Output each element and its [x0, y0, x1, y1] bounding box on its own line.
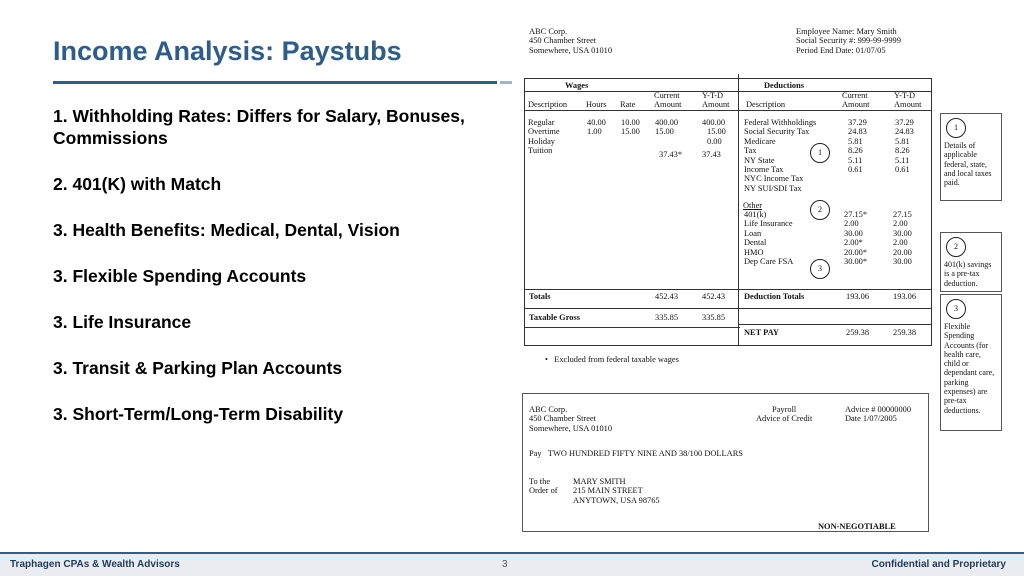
deduction-current: 8.26: [848, 146, 863, 156]
company-city: Somewhere, USA 01010: [529, 45, 613, 55]
wage-desc: Tuition: [528, 146, 553, 156]
company-street: 450 Chamber Street: [529, 36, 596, 46]
totals-bottom-rule: [524, 308, 932, 309]
note-marker-3: 3: [946, 299, 966, 319]
other-desc: Dental: [744, 238, 767, 248]
other-ytd: 2.00: [893, 238, 908, 248]
other-ytd: 2.00: [893, 219, 908, 229]
wage-current: 400.00: [655, 118, 679, 127]
bullet-item: 3. Short-Term/Long-Term Disability: [53, 404, 344, 424]
check-pay-label: Pay: [529, 449, 542, 458]
check-date: Date 1/07/2005: [845, 414, 897, 424]
bullet-item: 1. Withholding Rates: Differs for Salary, Bonuses, Commissions: [53, 106, 465, 148]
deduction-desc: Federal Withholdings: [744, 118, 817, 127]
other-current: 30.00: [844, 228, 863, 238]
other-ytd: 30.00: [893, 228, 912, 238]
wage-ytd: 37.43: [702, 150, 721, 160]
taxable-rule: [524, 327, 740, 328]
deduction-current: 5.81: [848, 136, 863, 146]
totals-label: Totals: [529, 292, 551, 301]
note-marker-2: 2: [946, 237, 966, 257]
deduction-desc: Social Security Tax: [744, 127, 810, 137]
other-current: 27.15*: [844, 210, 868, 219]
check-company-street: 450 Chamber Street: [529, 414, 596, 424]
table-top-rule: [524, 78, 932, 79]
totals-current: 452.43: [655, 292, 679, 301]
col-description: Description: [528, 100, 568, 109]
wage-hours: 1.00: [587, 127, 602, 137]
wage-current: 15.00: [655, 127, 674, 137]
taxable-gross-current: 335.85: [655, 313, 679, 322]
other-desc: Life Insurance: [744, 219, 793, 229]
taxable-gross-label: Taxable Gross: [529, 313, 580, 322]
payee-city: ANYTOWN, USA 98765: [573, 495, 660, 505]
deduction-current: 5.11: [848, 155, 863, 165]
period-end-date: Period End Date: 01/07/05: [796, 45, 886, 55]
wage-desc: Overtime: [528, 127, 560, 137]
company-address: [529, 27, 612, 55]
other-current: 2.00: [844, 219, 859, 229]
check-advice-number: Advice # 00000000: [845, 405, 912, 414]
check-advice: [845, 405, 911, 424]
note-marker-1: 1: [946, 118, 966, 138]
marker-1: 1: [810, 143, 830, 163]
col-current-amount: Amount: [654, 100, 682, 110]
net-pay-current: 259.38: [846, 328, 870, 337]
deductions-header: Deductions: [764, 81, 805, 90]
table-bottom-rule: [524, 345, 932, 346]
ded-col-ytd: [894, 91, 921, 110]
note-text-1: Details of applicable federal, state, and local taxes paid.: [944, 141, 992, 188]
other-current: 2.00*: [844, 238, 863, 248]
note-box-3: [940, 294, 1002, 431]
wage-current: 37.43*: [659, 150, 683, 160]
bullet-item: 3. Transit & Parking Plan Accounts: [53, 358, 343, 378]
netpay-rule: [738, 324, 932, 325]
wages-header: Wages: [565, 81, 589, 90]
net-pay-label: NET PAY: [744, 328, 779, 337]
note-text-2: 401(k) savings is a pre-tax deduction.: [944, 260, 992, 288]
other-label: Other: [743, 201, 763, 210]
other-desc: Dep Care FSA: [744, 257, 794, 266]
table-divider: [738, 74, 739, 346]
deduction-ytd: 37.29: [895, 118, 914, 127]
bullet-item: 3. Health Benefits: Medical, Dental, Vision: [53, 220, 400, 240]
check-order-of: Order of: [529, 486, 558, 496]
other-ytd: 27.15: [893, 210, 912, 219]
deduction-ytd: 5.11: [895, 155, 910, 165]
bullet-item: 3. Life Insurance: [53, 312, 192, 332]
other-current: 30.00*: [844, 257, 868, 266]
non-negotiable-label: NON-NEGOTIABLE: [818, 522, 896, 531]
deduction-totals-label: Deduction Totals: [744, 292, 805, 301]
footnote: [545, 355, 679, 364]
totals-rule: [524, 289, 932, 290]
table-columns-rule: [524, 110, 932, 111]
deduction-desc: NY SUI/SDI Tax: [744, 183, 802, 193]
payee-name: MARY SMITH: [573, 477, 626, 486]
table-right-edge: [931, 78, 932, 346]
footer-confidential: Confidential and Proprietary: [871, 559, 1006, 570]
bullet-item: 2. 401(K) with Match: [53, 174, 222, 194]
deduction-totals-ytd: 193.06: [893, 292, 917, 301]
col-ytd-amount: Amount: [702, 100, 730, 110]
bullet-dot-icon: •: [545, 355, 548, 364]
col-rate: Rate: [620, 100, 636, 109]
wage-desc: Holiday: [528, 136, 555, 146]
check-payroll-label: Payroll: [772, 405, 797, 414]
deduction-desc: NYC Income Tax: [744, 174, 804, 184]
wage-ytd: 0.00: [707, 136, 722, 146]
other-desc: Loan: [744, 228, 762, 238]
wage-rate: 10.00: [621, 118, 640, 127]
deduction-ytd: 24.83: [895, 127, 914, 137]
note-text-3: Flexible Spending Accounts (for health care, child or dependant care, parking expenses) are pre-tax deductions.: [944, 322, 995, 415]
col-hours: Hours: [586, 100, 607, 109]
deduction-desc: Income Tax: [744, 165, 784, 174]
payee-street: 215 MAIN STREET: [573, 486, 643, 496]
deduction-totals-current: 193.06: [846, 292, 870, 301]
deduction-ytd: 8.26: [895, 146, 910, 156]
wage-ytd: 400.00: [702, 118, 726, 127]
ded-col-ytd-amount: Amount: [894, 100, 922, 110]
check-company-city: Somewhere, USA 01010: [529, 423, 613, 433]
check-pay-amount: TWO HUNDRED FIFTY NINE AND 38/100 DOLLARS: [547, 449, 743, 458]
totals-ytd: 452.43: [702, 292, 726, 301]
deduction-current: 0.61: [848, 165, 863, 174]
wage-hours: 40.00: [587, 118, 606, 127]
ded-col-description: Description: [746, 100, 786, 109]
slide-title: Income Analysis: Paystubs: [53, 36, 402, 66]
wage-ytd: 15.00: [707, 127, 726, 137]
check-pay-line: [529, 449, 743, 458]
wage-desc: Regular: [528, 118, 555, 127]
ded-col-current-label: Current: [842, 91, 868, 100]
taxable-gross-ytd: 335.85: [702, 313, 726, 322]
page-number: 3: [502, 559, 508, 570]
company-name: ABC Corp.: [529, 27, 568, 36]
footnote-text: Excluded from federal taxable wages: [554, 355, 679, 364]
employee-name: Employee Name: Mary Smith: [796, 27, 897, 36]
table-left-edge: [524, 78, 525, 346]
col-ytd: [702, 91, 729, 110]
col-ytd-label: Y-T-D: [702, 91, 724, 100]
deduction-desc: NY State: [744, 155, 775, 165]
footer-firm-name: Traphagen CPAs & Wealth Advisors: [10, 559, 180, 570]
bullet-item: 3. Flexible Spending Accounts: [53, 266, 307, 286]
check-to-label: [529, 477, 558, 496]
deduction-desc: Medicare: [744, 136, 776, 146]
marker-2: 2: [810, 200, 830, 220]
net-pay-ytd: 259.38: [893, 328, 917, 337]
ded-col-current: [842, 91, 869, 110]
check-payroll: [756, 405, 812, 424]
marker-3: 3: [810, 259, 830, 279]
employee-ssn: Social Security #: 999-99-9999: [796, 36, 901, 46]
other-ytd: 30.00: [893, 257, 912, 266]
check-payee: [573, 477, 660, 505]
deduction-desc: Tax: [744, 146, 757, 156]
note-box-2: [940, 232, 1002, 292]
deduction-current: 24.83: [848, 127, 867, 137]
check-company-name: ABC Corp.: [529, 405, 568, 414]
other-desc: HMO: [744, 247, 764, 257]
deduction-ytd: 5.81: [895, 136, 910, 146]
ded-col-ytd-label: Y-T-D: [894, 91, 916, 100]
wage-rate: 15.00: [621, 127, 640, 137]
deduction-current: 37.29: [848, 118, 867, 127]
check-company: [529, 405, 612, 433]
note-box-1: [940, 113, 1002, 201]
employee-info: [796, 27, 901, 55]
check-to-the: To the: [529, 477, 551, 486]
other-ytd: 20.00: [893, 247, 912, 257]
check-advice-label: Advice of Credit: [756, 414, 813, 424]
col-current-label: Current: [654, 91, 680, 100]
ded-col-current-amount: Amount: [842, 100, 870, 110]
deduction-ytd: 0.61: [895, 165, 910, 174]
col-current: [654, 91, 681, 110]
other-desc: 401(k): [744, 210, 767, 219]
other-current: 20.00*: [844, 247, 868, 257]
